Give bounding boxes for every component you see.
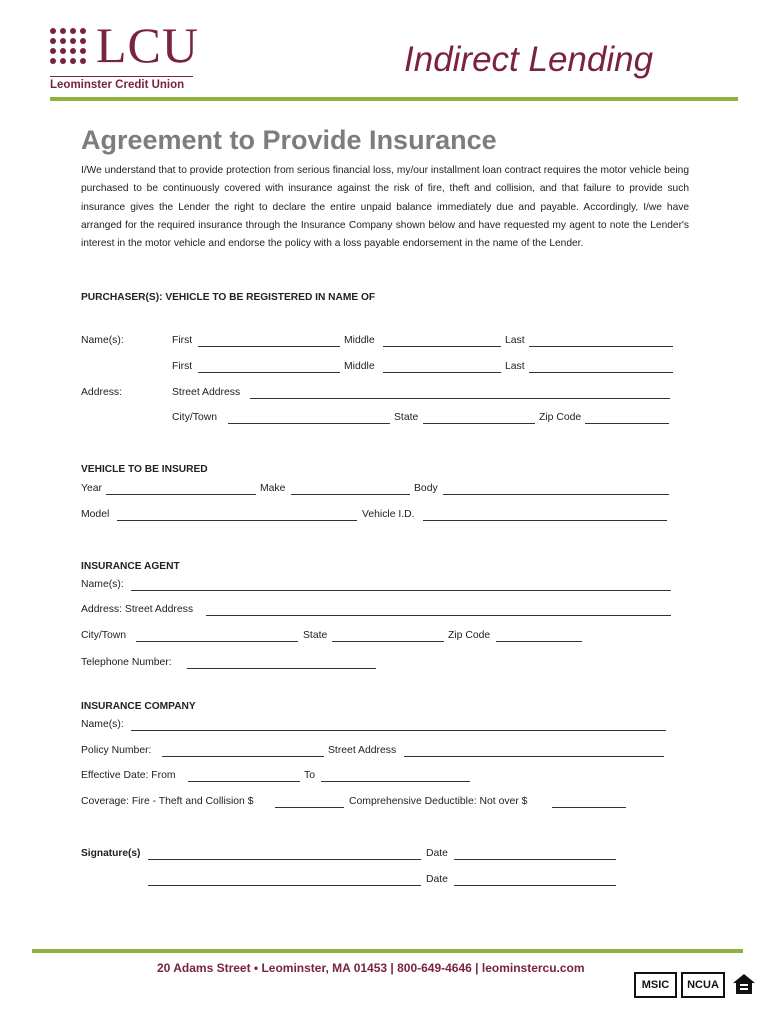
logo-underline [50, 76, 193, 77]
middle-name-field-1[interactable] [383, 346, 501, 347]
first-name-label: First [172, 335, 193, 346]
signature-label: Signature(s) [81, 848, 141, 859]
footer-contact: 20 Adams Street • Leominster, MA 01453 | 800-649-4646 | leominstercu.com [157, 961, 585, 975]
agent-phone-label: Telephone Number: [81, 657, 172, 668]
effective-to-field[interactable] [321, 781, 470, 782]
model-field[interactable] [117, 520, 357, 521]
equal-housing-lender-icon [731, 972, 757, 998]
vehicle-heading: VEHICLE TO BE INSURED [81, 464, 208, 475]
vehicle-id-label: Vehicle I.D. [362, 509, 415, 520]
logo-subtitle: Leominster Credit Union [50, 79, 185, 91]
purchaser-zip-field[interactable] [585, 423, 669, 424]
purchaser-address-label: Address: [81, 387, 123, 398]
date-label: Date [426, 848, 448, 859]
model-label: Model [81, 509, 110, 520]
date-field-1[interactable] [454, 859, 616, 860]
agent-street-field[interactable] [206, 615, 671, 616]
body-field[interactable] [443, 494, 669, 495]
agent-city-label: City/Town [81, 630, 127, 641]
agent-state-label: State [303, 630, 328, 641]
agent-address-label: Address: Street Address [81, 604, 194, 615]
year-field[interactable] [106, 494, 256, 495]
last-name-field-1[interactable] [529, 346, 673, 347]
effective-date-label: Effective Date: From [81, 770, 176, 781]
middle-name-label: Middle [344, 361, 375, 372]
vehicle-id-field[interactable] [423, 520, 667, 521]
header-divider [50, 97, 738, 101]
purchaser-names-label: Name(s): [81, 335, 124, 346]
agent-city-field[interactable] [136, 641, 298, 642]
last-name-label: Last [505, 335, 525, 346]
company-street-field[interactable] [404, 756, 664, 757]
city-label: City/Town [172, 412, 218, 423]
first-name-field-1[interactable] [198, 346, 340, 347]
signature-field-1[interactable] [148, 859, 421, 860]
coverage-label: Coverage: Fire - Theft and Collision $ [81, 796, 254, 807]
zip-label: Zip Code [539, 412, 582, 423]
agent-heading: INSURANCE AGENT [81, 561, 180, 572]
agent-names-field[interactable] [131, 590, 671, 591]
agent-state-field[interactable] [332, 641, 444, 642]
header-title: Indirect Lending [404, 40, 654, 79]
purchaser-state-field[interactable] [423, 423, 535, 424]
ncua-badge: NCUA [681, 972, 725, 998]
date-field-2[interactable] [454, 885, 616, 886]
company-street-label: Street Address [328, 745, 397, 756]
middle-name-field-2[interactable] [383, 372, 501, 373]
middle-name-label: Middle [344, 335, 375, 346]
logo-wordmark: LCU [96, 17, 199, 73]
year-label: Year [81, 483, 102, 494]
agreement-paragraph: I/We understand that to provide protection from serious financial loss, my/our installment loan contract requires the motor vehicle being purchased to be continuously covered with insurance against the risk of fire, theft and collision, and that failure to provide such insurance gives the Lender the right to declare the entire unpaid balance immediately due and payable. Accordingly, I/we have arranged for the required insurance through the Insurance Company shown below and have requested my agent to note the Lender's interest in the motor vehicle and endorse the policy with a loss payable endorsement in the name of the Lender. [81, 165, 689, 250]
agent-phone-field[interactable] [187, 668, 376, 669]
purchaser-city-field[interactable] [228, 423, 390, 424]
company-names-label: Name(s): [81, 719, 124, 730]
policy-number-label: Policy Number: [81, 745, 152, 756]
document-title: Agreement to Provide Insurance [81, 125, 497, 155]
make-label: Make [260, 483, 286, 494]
msic-badge: MSIC [634, 972, 677, 998]
coverage-amount-field[interactable] [275, 807, 344, 808]
company-names-field[interactable] [131, 730, 666, 731]
make-field[interactable] [291, 494, 410, 495]
agent-names-label: Name(s): [81, 579, 124, 590]
first-name-field-2[interactable] [198, 372, 340, 373]
date-label: Date [426, 874, 448, 885]
street-address-label: Street Address [172, 387, 241, 398]
state-label: State [394, 412, 419, 423]
first-name-label: First [172, 361, 193, 372]
company-heading: INSURANCE COMPANY [81, 701, 196, 712]
last-name-label: Last [505, 361, 525, 372]
agent-zip-label: Zip Code [448, 630, 491, 641]
purchaser-street-field[interactable] [250, 398, 670, 399]
body-label: Body [414, 483, 438, 494]
policy-number-field[interactable] [162, 756, 324, 757]
agent-zip-field[interactable] [496, 641, 582, 642]
deductible-label: Comprehensive Deductible: Not over $ [349, 796, 528, 807]
effective-to-label: To [304, 770, 315, 781]
footer-divider [32, 949, 743, 953]
effective-from-field[interactable] [188, 781, 300, 782]
last-name-field-2[interactable] [529, 372, 673, 373]
deductible-amount-field[interactable] [552, 807, 626, 808]
signature-field-2[interactable] [148, 885, 421, 886]
logo-dots-icon [50, 28, 90, 68]
purchaser-heading: PURCHASER(S): VEHICLE TO BE REGISTERED IN NAME OF [81, 292, 376, 303]
